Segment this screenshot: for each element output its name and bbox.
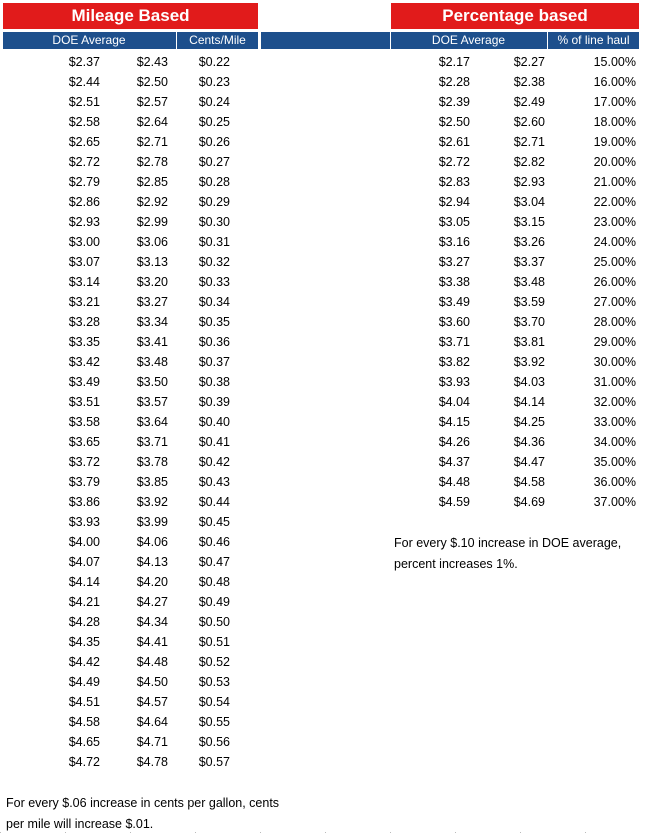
percentage-doe-low: $3.38 bbox=[438, 275, 470, 289]
mileage-rows bbox=[0, 52, 260, 772]
percentage-doe-high: $3.48 bbox=[513, 275, 545, 289]
mileage-rate: $0.22 bbox=[198, 55, 230, 69]
percentage-doe-low: $2.83 bbox=[438, 175, 470, 189]
mileage-rate: $0.40 bbox=[198, 415, 230, 429]
mileage-row bbox=[0, 72, 260, 92]
mileage-rate: $0.50 bbox=[198, 615, 230, 629]
mileage-rate: $0.45 bbox=[198, 515, 230, 529]
percentage-doe-high: $3.04 bbox=[513, 195, 545, 209]
mileage-doe-high: $4.34 bbox=[136, 615, 168, 629]
mileage-doe-low: $4.07 bbox=[68, 555, 100, 569]
percentage-doe-high: $4.14 bbox=[513, 395, 545, 409]
mileage-doe-low: $4.49 bbox=[68, 675, 100, 689]
percentage-rate: 23.00% bbox=[593, 215, 636, 229]
mileage-doe-low: $3.49 bbox=[68, 375, 100, 389]
mileage-row bbox=[0, 392, 260, 412]
mileage-doe-high: $3.57 bbox=[136, 395, 168, 409]
percentage-doe-low: $3.27 bbox=[438, 255, 470, 269]
mileage-doe-high: $4.13 bbox=[136, 555, 168, 569]
percentage-doe-low: $3.93 bbox=[438, 375, 470, 389]
mileage-rate: $0.47 bbox=[198, 555, 230, 569]
mileage-doe-low: $2.51 bbox=[68, 95, 100, 109]
mileage-doe-high: $4.50 bbox=[136, 675, 168, 689]
mileage-rate: $0.35 bbox=[198, 315, 230, 329]
mileage-doe-low: $4.28 bbox=[68, 615, 100, 629]
mileage-doe-low: $4.65 bbox=[68, 735, 100, 749]
mileage-doe-low: $3.42 bbox=[68, 355, 100, 369]
mileage-row bbox=[0, 492, 260, 512]
mileage-doe-high: $3.41 bbox=[136, 335, 168, 349]
mileage-doe-high: $2.50 bbox=[136, 75, 168, 89]
percentage-rate: 20.00% bbox=[593, 155, 636, 169]
mileage-row bbox=[0, 92, 260, 112]
percentage-row bbox=[390, 352, 640, 372]
percentage-rate: 18.00% bbox=[593, 115, 636, 129]
percentage-rate: 31.00% bbox=[593, 375, 636, 389]
mileage-rate: $0.57 bbox=[198, 755, 230, 769]
percentage-doe-high: $4.25 bbox=[513, 415, 545, 429]
mileage-row bbox=[0, 632, 260, 652]
mileage-doe-low: $2.65 bbox=[68, 135, 100, 149]
mileage-doe-high: $2.57 bbox=[136, 95, 168, 109]
percentage-doe-low: $3.16 bbox=[438, 235, 470, 249]
mileage-row bbox=[0, 412, 260, 432]
percentage-row bbox=[390, 212, 640, 232]
mileage-row bbox=[0, 312, 260, 332]
mileage-rate: $0.36 bbox=[198, 335, 230, 349]
mileage-rate: $0.37 bbox=[198, 355, 230, 369]
mileage-note bbox=[6, 793, 326, 835]
mileage-rate: $0.54 bbox=[198, 695, 230, 709]
percentage-row bbox=[390, 72, 640, 92]
mileage-rate: $0.43 bbox=[198, 475, 230, 489]
mileage-row bbox=[0, 172, 260, 192]
percentage-doe-high: $4.69 bbox=[513, 495, 545, 509]
mileage-doe-low: $3.21 bbox=[68, 295, 100, 309]
mileage-doe-low: $2.37 bbox=[68, 55, 100, 69]
mileage-row bbox=[0, 512, 260, 532]
mileage-header-divider bbox=[176, 32, 177, 49]
mileage-rate: $0.27 bbox=[198, 155, 230, 169]
percentage-row bbox=[390, 152, 640, 172]
mileage-doe-low: $3.51 bbox=[68, 395, 100, 409]
mileage-header-row bbox=[3, 32, 258, 49]
percentage-row bbox=[390, 192, 640, 212]
mileage-doe-low: $3.07 bbox=[68, 255, 100, 269]
percentage-row bbox=[390, 172, 640, 192]
percentage-rate: 24.00% bbox=[593, 235, 636, 249]
mileage-doe-low: $4.58 bbox=[68, 715, 100, 729]
percentage-header-divider-left bbox=[390, 32, 391, 49]
mileage-doe-low: $3.72 bbox=[68, 455, 100, 469]
mileage-doe-high: $3.85 bbox=[136, 475, 168, 489]
mileage-rate: $0.53 bbox=[198, 675, 230, 689]
mileage-doe-high: $3.34 bbox=[136, 315, 168, 329]
percentage-doe-high: $2.93 bbox=[513, 175, 545, 189]
mileage-row bbox=[0, 712, 260, 732]
percentage-doe-low: $4.15 bbox=[438, 415, 470, 429]
mileage-doe-high: $4.71 bbox=[136, 735, 168, 749]
percentage-header-doe: DOE Average bbox=[431, 33, 506, 47]
percentage-rate: 19.00% bbox=[593, 135, 636, 149]
percentage-doe-low: $2.50 bbox=[438, 115, 470, 129]
percentage-row bbox=[390, 292, 640, 312]
mileage-doe-high: $3.64 bbox=[136, 415, 168, 429]
percentage-row bbox=[390, 232, 640, 252]
mileage-rate: $0.51 bbox=[198, 635, 230, 649]
mileage-row bbox=[0, 132, 260, 152]
mileage-doe-low: $4.00 bbox=[68, 535, 100, 549]
percentage-row bbox=[390, 92, 640, 112]
mileage-row bbox=[0, 652, 260, 672]
percentage-doe-low: $2.61 bbox=[438, 135, 470, 149]
mileage-rate: $0.42 bbox=[198, 455, 230, 469]
mileage-row bbox=[0, 152, 260, 172]
percentage-rate: 30.00% bbox=[593, 355, 636, 369]
mileage-rate: $0.38 bbox=[198, 375, 230, 389]
percentage-header-divider-right bbox=[547, 32, 548, 49]
mileage-doe-high: $2.64 bbox=[136, 115, 168, 129]
percentage-doe-low: $2.72 bbox=[438, 155, 470, 169]
percentage-doe-high: $3.92 bbox=[513, 355, 545, 369]
mileage-note-line2: per mile will increase $.01. bbox=[6, 817, 154, 831]
percentage-doe-high: $3.15 bbox=[513, 215, 545, 229]
mileage-note-line1: For every $.06 increase in cents per gallon, cents bbox=[6, 796, 280, 810]
percentage-row bbox=[390, 452, 640, 472]
mileage-doe-low: $3.00 bbox=[68, 235, 100, 249]
percentage-rate: 28.00% bbox=[593, 315, 636, 329]
mileage-row bbox=[0, 552, 260, 572]
percentage-doe-high: $4.36 bbox=[513, 435, 545, 449]
mileage-doe-low: $3.58 bbox=[68, 415, 100, 429]
mileage-row bbox=[0, 592, 260, 612]
percentage-row bbox=[390, 252, 640, 272]
percentage-doe-high: $2.82 bbox=[513, 155, 545, 169]
percentage-rate: 34.00% bbox=[593, 435, 636, 449]
mileage-rate: $0.34 bbox=[198, 295, 230, 309]
mileage-row bbox=[0, 112, 260, 132]
page-bottom-rule bbox=[0, 832, 646, 833]
percentage-row bbox=[390, 432, 640, 452]
mileage-rate: $0.56 bbox=[198, 735, 230, 749]
mileage-rate: $0.24 bbox=[198, 95, 230, 109]
percentage-row bbox=[390, 112, 640, 132]
percentage-rate: 21.00% bbox=[593, 175, 636, 189]
mileage-doe-high: $4.41 bbox=[136, 635, 168, 649]
mileage-row bbox=[0, 52, 260, 72]
percentage-note bbox=[394, 533, 644, 575]
percentage-doe-high: $2.38 bbox=[513, 75, 545, 89]
percentage-doe-low: $3.82 bbox=[438, 355, 470, 369]
percentage-row bbox=[390, 132, 640, 152]
mileage-doe-low: $3.14 bbox=[68, 275, 100, 289]
percentage-doe-low: $3.05 bbox=[438, 215, 470, 229]
mileage-doe-high: $3.78 bbox=[136, 455, 168, 469]
percentage-doe-high: $3.59 bbox=[513, 295, 545, 309]
percentage-doe-low: $2.17 bbox=[438, 55, 470, 69]
mileage-row bbox=[0, 272, 260, 292]
mileage-rate: $0.48 bbox=[198, 575, 230, 589]
percentage-row bbox=[390, 372, 640, 392]
percentage-rate: 33.00% bbox=[593, 415, 636, 429]
mileage-row bbox=[0, 752, 260, 772]
mileage-doe-high: $3.27 bbox=[136, 295, 168, 309]
mileage-doe-low: $3.65 bbox=[68, 435, 100, 449]
percentage-rate: 15.00% bbox=[593, 55, 636, 69]
percentage-header-pct: % of line haul bbox=[557, 33, 630, 47]
mileage-row bbox=[0, 572, 260, 592]
mileage-row bbox=[0, 252, 260, 272]
mileage-doe-low: $3.86 bbox=[68, 495, 100, 509]
percentage-rate: 35.00% bbox=[593, 455, 636, 469]
percentage-rate: 32.00% bbox=[593, 395, 636, 409]
mileage-doe-high: $3.50 bbox=[136, 375, 168, 389]
percentage-row bbox=[390, 412, 640, 432]
mileage-doe-high: $4.57 bbox=[136, 695, 168, 709]
percentage-doe-low: $4.48 bbox=[438, 475, 470, 489]
mileage-doe-low: $3.93 bbox=[68, 515, 100, 529]
percentage-doe-low: $2.28 bbox=[438, 75, 470, 89]
mileage-row bbox=[0, 432, 260, 452]
mileage-doe-high: $4.06 bbox=[136, 535, 168, 549]
mileage-doe-high: $4.20 bbox=[136, 575, 168, 589]
percentage-doe-high: $4.03 bbox=[513, 375, 545, 389]
mileage-rate: $0.31 bbox=[198, 235, 230, 249]
mileage-rate: $0.25 bbox=[198, 115, 230, 129]
percentage-rate: 25.00% bbox=[593, 255, 636, 269]
mileage-doe-high: $2.71 bbox=[136, 135, 168, 149]
percentage-doe-low: $4.59 bbox=[438, 495, 470, 509]
percentage-doe-high: $3.37 bbox=[513, 255, 545, 269]
mileage-doe-high: $3.06 bbox=[136, 235, 168, 249]
percentage-header-row bbox=[261, 32, 639, 49]
mileage-doe-high: $3.99 bbox=[136, 515, 168, 529]
percentage-note-line2: percent increases 1%. bbox=[394, 557, 518, 571]
mileage-header-cents: Cents/Mile bbox=[189, 33, 246, 47]
percentage-doe-high: $3.81 bbox=[513, 335, 545, 349]
percentage-row bbox=[390, 272, 640, 292]
mileage-rate: $0.23 bbox=[198, 75, 230, 89]
percentage-doe-high: $2.60 bbox=[513, 115, 545, 129]
percentage-doe-high: $3.70 bbox=[513, 315, 545, 329]
mileage-doe-low: $2.79 bbox=[68, 175, 100, 189]
percentage-rate: 22.00% bbox=[593, 195, 636, 209]
mileage-row bbox=[0, 452, 260, 472]
percentage-doe-high: $3.26 bbox=[513, 235, 545, 249]
mileage-doe-high: $3.71 bbox=[136, 435, 168, 449]
mileage-doe-low: $2.72 bbox=[68, 155, 100, 169]
percentage-doe-low: $3.49 bbox=[438, 295, 470, 309]
mileage-doe-high: $2.85 bbox=[136, 175, 168, 189]
percentage-doe-low: $2.94 bbox=[438, 195, 470, 209]
mileage-row bbox=[0, 292, 260, 312]
mileage-doe-low: $2.44 bbox=[68, 75, 100, 89]
mileage-doe-low: $3.79 bbox=[68, 475, 100, 489]
mileage-rate: $0.32 bbox=[198, 255, 230, 269]
percentage-rows bbox=[390, 52, 640, 512]
mileage-row bbox=[0, 472, 260, 492]
mileage-doe-high: $2.92 bbox=[136, 195, 168, 209]
percentage-table-title: Percentage based bbox=[391, 3, 639, 29]
percentage-rate: 17.00% bbox=[593, 95, 636, 109]
percentage-row bbox=[390, 52, 640, 72]
mileage-doe-low: $4.51 bbox=[68, 695, 100, 709]
percentage-row bbox=[390, 312, 640, 332]
percentage-rate: 37.00% bbox=[593, 495, 636, 509]
mileage-rate: $0.52 bbox=[198, 655, 230, 669]
percentage-rate: 26.00% bbox=[593, 275, 636, 289]
mileage-rate: $0.46 bbox=[198, 535, 230, 549]
percentage-row bbox=[390, 492, 640, 512]
mileage-doe-high: $3.20 bbox=[136, 275, 168, 289]
mileage-row bbox=[0, 232, 260, 252]
mileage-rate: $0.29 bbox=[198, 195, 230, 209]
percentage-doe-low: $4.26 bbox=[438, 435, 470, 449]
mileage-rate: $0.49 bbox=[198, 595, 230, 609]
mileage-doe-high: $3.48 bbox=[136, 355, 168, 369]
percentage-doe-low: $2.39 bbox=[438, 95, 470, 109]
mileage-doe-high: $4.64 bbox=[136, 715, 168, 729]
mileage-doe-low: $4.72 bbox=[68, 755, 100, 769]
mileage-rate: $0.30 bbox=[198, 215, 230, 229]
mileage-doe-high: $2.78 bbox=[136, 155, 168, 169]
mileage-row bbox=[0, 372, 260, 392]
mileage-doe-low: $2.93 bbox=[68, 215, 100, 229]
percentage-doe-high: $2.49 bbox=[513, 95, 545, 109]
percentage-rate: 29.00% bbox=[593, 335, 636, 349]
mileage-doe-low: $3.35 bbox=[68, 335, 100, 349]
percentage-row bbox=[390, 472, 640, 492]
percentage-doe-low: $3.60 bbox=[438, 315, 470, 329]
mileage-doe-low: $4.35 bbox=[68, 635, 100, 649]
mileage-doe-high: $4.48 bbox=[136, 655, 168, 669]
mileage-table-title: Mileage Based bbox=[3, 3, 258, 29]
percentage-rate: 27.00% bbox=[593, 295, 636, 309]
mileage-doe-low: $2.58 bbox=[68, 115, 100, 129]
mileage-doe-high: $3.92 bbox=[136, 495, 168, 509]
mileage-rate: $0.41 bbox=[198, 435, 230, 449]
percentage-doe-low: $4.04 bbox=[438, 395, 470, 409]
mileage-doe-low: $2.86 bbox=[68, 195, 100, 209]
mileage-rate: $0.28 bbox=[198, 175, 230, 189]
mileage-doe-low: $4.14 bbox=[68, 575, 100, 589]
percentage-rate: 16.00% bbox=[593, 75, 636, 89]
mileage-doe-high: $2.43 bbox=[136, 55, 168, 69]
mileage-rate: $0.33 bbox=[198, 275, 230, 289]
percentage-doe-high: $4.58 bbox=[513, 475, 545, 489]
mileage-row bbox=[0, 532, 260, 552]
mileage-rate: $0.26 bbox=[198, 135, 230, 149]
mileage-doe-low: $3.28 bbox=[68, 315, 100, 329]
mileage-row bbox=[0, 732, 260, 752]
mileage-row bbox=[0, 212, 260, 232]
mileage-row bbox=[0, 192, 260, 212]
percentage-row bbox=[390, 392, 640, 412]
mileage-doe-high: $3.13 bbox=[136, 255, 168, 269]
percentage-row bbox=[390, 332, 640, 352]
mileage-row bbox=[0, 352, 260, 372]
mileage-row bbox=[0, 612, 260, 632]
percentage-doe-high: $4.47 bbox=[513, 455, 545, 469]
mileage-doe-high: $4.27 bbox=[136, 595, 168, 609]
mileage-rate: $0.55 bbox=[198, 715, 230, 729]
mileage-row bbox=[0, 332, 260, 352]
percentage-rate: 36.00% bbox=[593, 475, 636, 489]
percentage-doe-high: $2.27 bbox=[513, 55, 545, 69]
percentage-doe-high: $2.71 bbox=[513, 135, 545, 149]
mileage-header-doe: DOE Average bbox=[52, 33, 126, 47]
mileage-doe-low: $4.21 bbox=[68, 595, 100, 609]
percentage-doe-low: $3.71 bbox=[438, 335, 470, 349]
mileage-doe-high: $2.99 bbox=[136, 215, 168, 229]
mileage-row bbox=[0, 692, 260, 712]
mileage-rate: $0.39 bbox=[198, 395, 230, 409]
mileage-doe-low: $4.42 bbox=[68, 655, 100, 669]
percentage-note-line1: For every $.10 increase in DOE average, bbox=[394, 536, 622, 550]
mileage-rate: $0.44 bbox=[198, 495, 230, 509]
mileage-row bbox=[0, 672, 260, 692]
percentage-doe-low: $4.37 bbox=[438, 455, 470, 469]
mileage-doe-high: $4.78 bbox=[136, 755, 168, 769]
